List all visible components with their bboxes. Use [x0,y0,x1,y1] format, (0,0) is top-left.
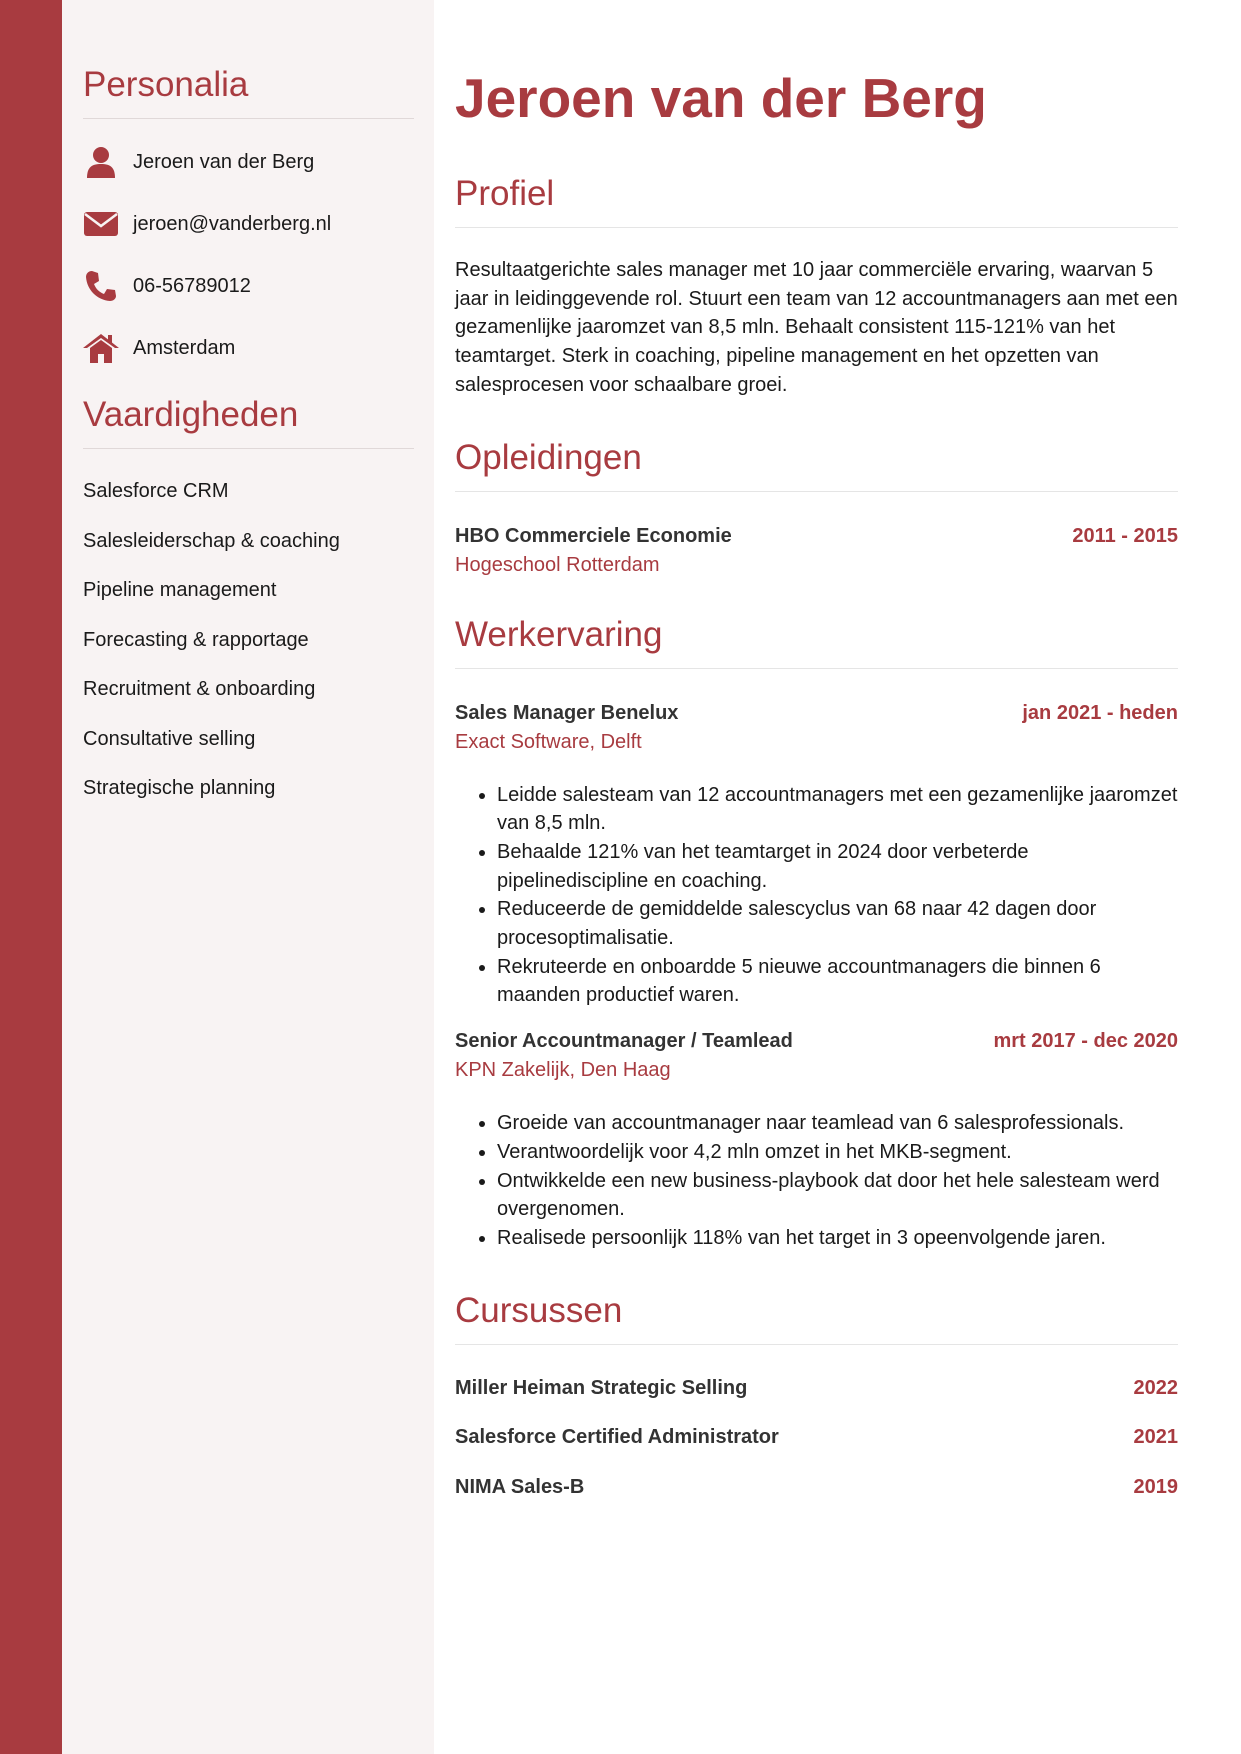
job-company: KPN Zakelijk, Den Haag [455,1059,671,1082]
skill-item: Salesforce CRM [83,480,229,502]
envelope-icon [83,206,119,242]
contact-email [83,203,414,245]
course-year: 2021 [1133,1426,1178,1449]
contact-list [83,141,414,369]
job-bullets [455,781,1178,1011]
profile-text: Resultaatgerichte sales manager met 10 jaar commerciële ervaring, waarvan 5 jaar in leidinggevende rol. Stuurt een team van 12 accountmanagers aan met een gezamenlijke jaaromzet van 8,5 mln. Behaalt consistent 115-121% van het teamtarget. Sterk in coaching, pipeline management en het opzetten van salesprocesen voor schaalbare groei. [455,259,1178,396]
accent-bar [0,0,62,1754]
skills-list [83,479,414,800]
skill-item: Forecasting & rapportage [83,628,309,651]
course-title: Miller Heiman Strategic Selling [455,1376,748,1399]
job-bullet: • Rekruteerde en onboardde 5 nieuwe accountmanagers die binnen 6 maanden productief waren. [497,953,1178,1010]
sidebar [62,0,434,1754]
contact-email-text[interactable]: jeroen@vanderberg.nl [133,212,332,235]
skill-item: Recruitment & onboarding [83,678,316,700]
education-date: 2011 - 2015 [1072,524,1178,547]
job-bullet: • Groeide van accountmanager naar teamlead van 6 salesprofessionals. [497,1109,1178,1138]
education-institution: Hogeschool Rotterdam [455,553,660,576]
job-entry [455,702,1178,1011]
course-item [455,1426,1178,1450]
job-date: jan 2021 - heden [1022,701,1178,724]
skills-heading: Vaardigheden [83,395,414,449]
job-bullet: • Leidde salesteam van 12 accountmanagers met een gezamenlijke jaaromzet van 8,5 mln. [497,781,1178,838]
course-year: 2022 [1133,1376,1178,1399]
job-company: Exact Software, Delft [455,730,642,753]
job-bullet: • Behaalde 121% van het teamtarget in 2024 door verbeterde pipelinediscipline en coaching. [497,838,1178,895]
course-title: NIMA Sales-B [455,1475,585,1498]
skill-item: Salesleiderschap & coaching [83,529,340,552]
job-entry [455,1030,1178,1253]
courses-section [455,1291,1178,1500]
course-year: 2019 [1133,1475,1178,1498]
course-item [455,1476,1178,1500]
courses-heading: Cursussen [455,1291,1178,1345]
personal-heading: Personalia [83,65,414,119]
contact-name-text: Jeroen van der Berg [133,150,315,173]
user-icon [83,144,119,180]
contact-phone-text[interactable]: 06-56789012 [133,274,251,297]
contact-name [83,141,414,183]
education-entry [455,525,1178,577]
profile-heading: Profiel [455,174,1178,228]
phone-icon [83,268,119,304]
skill-item: Pipeline management [83,579,277,601]
home-icon [83,330,119,366]
job-title: Senior Accountmanager / Teamlead [455,1030,793,1053]
profile-section [455,174,1178,400]
job-bullet: • Ontwikkelde een new business-playbook dat door het hele salesteam werd overgenomen. [497,1167,1178,1224]
course-list [455,1377,1178,1500]
contact-phone [83,265,414,307]
education-section [455,438,1178,577]
candidate-name: Jeroen van der Berg [455,67,987,129]
education-title: HBO Commerciele Economie [455,524,732,547]
experience-section [455,615,1178,1253]
job-bullet: • Reduceerde de gemiddelde salescyclus van 68 naar 42 dagen door procesoptimalisatie. [497,895,1178,952]
job-date: mrt 2017 - dec 2020 [993,1030,1178,1053]
job-title: Sales Manager Benelux [455,701,679,724]
job-bullet: • Realisede persoonlijk 118% van het target in 3 opeenvolgende jaren. [497,1224,1178,1253]
contact-location-text: Amsterdam [133,336,236,359]
job-bullet: • Verantwoordelijk voor 4,2 mln omzet in het MKB-segment. [497,1138,1178,1167]
experience-heading: Werkervaring [455,615,1178,669]
job-bullets [455,1109,1178,1253]
skill-item: Strategische planning [83,777,276,799]
skill-item: Consultative selling [83,727,256,750]
course-title: Salesforce Certified Administrator [455,1426,779,1449]
contact-location [83,327,414,369]
main-content [455,60,1178,1525]
education-heading: Opleidingen [455,438,1178,492]
course-item [455,1377,1178,1401]
